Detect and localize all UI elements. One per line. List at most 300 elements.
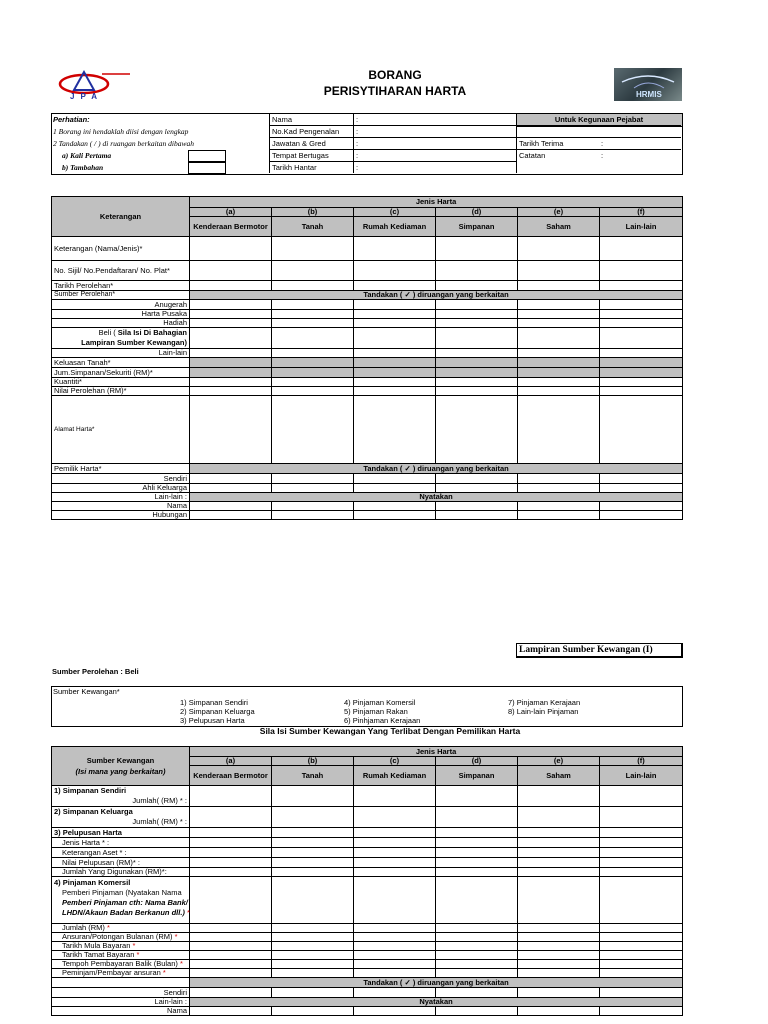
cell[interactable] xyxy=(190,988,272,998)
cell[interactable] xyxy=(190,237,272,261)
cell[interactable] xyxy=(190,396,272,464)
option-item: 8) Lain-lain Pinjaman xyxy=(508,707,579,716)
section-title: 1) Simpanan Sendiri xyxy=(54,786,127,795)
cell[interactable] xyxy=(436,807,518,828)
row-label: Kuantiti* xyxy=(52,378,190,387)
cell[interactable] xyxy=(190,960,272,969)
cell[interactable] xyxy=(190,511,272,520)
jumlah-label: Jumlah( (RM) * : xyxy=(132,817,187,826)
cell[interactable] xyxy=(354,828,436,838)
cell[interactable] xyxy=(272,877,354,924)
col-letter: (e) xyxy=(518,208,600,217)
cell[interactable] xyxy=(190,300,272,310)
row-label: Nama xyxy=(52,1007,190,1016)
cell[interactable] xyxy=(518,349,600,358)
row-label xyxy=(52,877,190,924)
cell[interactable] xyxy=(272,261,354,281)
option-item: 6) Pinhjaman Kerajaan xyxy=(344,716,421,725)
cell[interactable] xyxy=(190,349,272,358)
cell[interactable] xyxy=(354,858,436,868)
office-tarikh-terima: Tarikh Terima xyxy=(519,139,564,148)
cell[interactable] xyxy=(518,933,600,942)
cell[interactable] xyxy=(600,858,683,868)
hrmis-logo xyxy=(614,68,682,101)
cell[interactable] xyxy=(600,848,683,858)
required-star: * xyxy=(136,950,140,959)
form-title-line2: PERISYTIHARAN HARTA xyxy=(323,84,467,98)
cell[interactable] xyxy=(436,281,518,291)
col-simpanan: Simpanan xyxy=(436,766,518,786)
cell[interactable] xyxy=(518,502,600,511)
cell[interactable] xyxy=(272,319,354,328)
option-item: 4) Pinjaman Komersil xyxy=(344,698,416,707)
cell[interactable] xyxy=(518,378,600,387)
cell[interactable] xyxy=(436,328,518,349)
cell[interactable] xyxy=(600,328,683,349)
option-item: 2) Simpanan Keluarga xyxy=(180,707,255,716)
cell[interactable] xyxy=(518,858,600,868)
cell[interactable] xyxy=(518,848,600,858)
cell[interactable] xyxy=(436,1007,518,1016)
col-rumah: Rumah Kediaman xyxy=(354,766,436,786)
cell[interactable] xyxy=(354,319,436,328)
cell[interactable] xyxy=(354,960,436,969)
cell[interactable] xyxy=(600,868,683,877)
cell[interactable] xyxy=(272,858,354,868)
cell[interactable] xyxy=(272,951,354,960)
jenis-harta-header: Jenis Harta xyxy=(190,197,683,208)
cell[interactable] xyxy=(436,511,518,520)
cell[interactable] xyxy=(190,877,272,924)
tandakan-banner: Tandakan ( ✓ ) diruangan yang berkaitan xyxy=(190,978,683,988)
cell[interactable] xyxy=(436,942,518,951)
cell xyxy=(272,368,354,378)
cell[interactable] xyxy=(600,378,683,387)
sumber-beli-label: Sumber Perolehan : Beli xyxy=(52,667,139,676)
cell[interactable] xyxy=(518,786,600,807)
cell[interactable] xyxy=(354,396,436,464)
cell[interactable] xyxy=(600,261,683,281)
cell[interactable] xyxy=(518,261,600,281)
row-label xyxy=(52,978,190,988)
cell[interactable] xyxy=(518,310,600,319)
cell[interactable] xyxy=(272,960,354,969)
nyatakan-banner: Nyatakan xyxy=(190,493,683,502)
cell[interactable] xyxy=(190,786,272,807)
cell[interactable] xyxy=(518,807,600,828)
field-colon: : xyxy=(356,163,359,172)
cell[interactable] xyxy=(272,838,354,848)
required-star: * xyxy=(132,941,136,950)
cell[interactable] xyxy=(436,951,518,960)
row-label: Sumber Perolehan* xyxy=(52,291,190,300)
field-colon: : xyxy=(601,151,604,160)
cell[interactable] xyxy=(436,924,518,933)
cell[interactable] xyxy=(354,868,436,877)
cell[interactable] xyxy=(436,310,518,319)
col-letter: (c) xyxy=(354,757,436,766)
cell[interactable] xyxy=(436,474,518,484)
cell[interactable] xyxy=(272,484,354,493)
sumber-header-title: Sumber Kewangan xyxy=(86,756,155,765)
cell[interactable] xyxy=(272,969,354,978)
field-colon: : xyxy=(601,139,604,148)
cell[interactable] xyxy=(190,858,272,868)
option-item: 1) Simpanan Sendiri xyxy=(180,698,248,707)
col-letter: (c) xyxy=(354,208,436,217)
field-nama-label: Nama xyxy=(272,115,293,124)
office-use-title: Untuk Kegunaan Pejabat xyxy=(554,115,644,124)
pemberi-text: LHDN/Akaun Badan Berkanun dll.) xyxy=(62,908,185,917)
cell xyxy=(518,358,600,368)
cell[interactable] xyxy=(272,378,354,387)
cell[interactable] xyxy=(600,969,683,978)
row-label: Alamat Harta* xyxy=(52,396,190,464)
cell[interactable] xyxy=(518,838,600,848)
note-2: 2 Tandakan ( / ) di ruangan berkaitan dibawah xyxy=(53,139,194,148)
beli-text: Beli ( xyxy=(98,328,116,337)
cell[interactable] xyxy=(190,328,272,349)
cell[interactable] xyxy=(518,387,600,396)
cell[interactable] xyxy=(190,942,272,951)
col-letter: (a) xyxy=(190,757,272,766)
cell[interactable] xyxy=(272,988,354,998)
cell[interactable] xyxy=(190,807,272,828)
cell[interactable] xyxy=(272,310,354,319)
cell[interactable] xyxy=(436,261,518,281)
cell[interactable] xyxy=(436,877,518,924)
required-star: * xyxy=(174,932,178,941)
col-tanah: Tanah xyxy=(272,766,354,786)
option-item: 5) Pinjaman Rakan xyxy=(344,707,408,716)
cell[interactable] xyxy=(272,474,354,484)
cell[interactable] xyxy=(436,828,518,838)
row-label: Keterangan Aset * : xyxy=(52,848,190,858)
cell[interactable] xyxy=(272,828,354,838)
option-item: 3) Pelupusan Harta xyxy=(180,716,245,725)
row-label: Nama xyxy=(52,502,190,511)
jpa-logo xyxy=(52,68,132,102)
cell[interactable] xyxy=(190,924,272,933)
cell[interactable] xyxy=(600,502,683,511)
cell[interactable] xyxy=(518,988,600,998)
cell[interactable] xyxy=(190,969,272,978)
cell[interactable] xyxy=(600,951,683,960)
cell[interactable] xyxy=(354,848,436,858)
cell[interactable] xyxy=(354,951,436,960)
cell[interactable] xyxy=(272,868,354,877)
row-label: Harta Pusaka xyxy=(52,310,190,319)
cell[interactable] xyxy=(354,237,436,261)
office-catatan: Catatan xyxy=(519,151,546,160)
cell[interactable] xyxy=(354,474,436,484)
col-letter: (d) xyxy=(436,208,518,217)
cell[interactable] xyxy=(272,786,354,807)
label-text: Peminjam/Pembayar ansuran xyxy=(62,968,161,977)
cell[interactable] xyxy=(354,969,436,978)
cell[interactable] xyxy=(518,951,600,960)
cell[interactable] xyxy=(600,924,683,933)
cell[interactable] xyxy=(354,924,436,933)
cell[interactable] xyxy=(190,310,272,319)
cell[interactable] xyxy=(518,328,600,349)
sumber-header-sub: (Isi mana yang berkaitan) xyxy=(75,767,166,776)
row-label: Keluasan Tanah* xyxy=(52,358,190,368)
hrmis-logo-text: HRMIS xyxy=(636,90,662,99)
cell[interactable] xyxy=(272,1007,354,1016)
cell[interactable] xyxy=(190,828,272,838)
cell[interactable] xyxy=(436,237,518,261)
cell[interactable] xyxy=(190,1007,272,1016)
cell[interactable] xyxy=(600,319,683,328)
cell[interactable] xyxy=(354,988,436,998)
cell[interactable] xyxy=(436,858,518,868)
cell[interactable] xyxy=(600,1007,683,1016)
cell[interactable] xyxy=(600,387,683,396)
col-letter: (e) xyxy=(518,757,600,766)
cell[interactable] xyxy=(436,988,518,998)
sila-isi-heading: Sila Isi Sumber Kewangan Yang Terlibat Dengan Pemilikan Harta xyxy=(259,726,521,736)
col-lain: Lain-lain xyxy=(600,217,683,237)
cell[interactable] xyxy=(190,387,272,396)
row-label: Lain-lain : xyxy=(52,998,190,1007)
cell[interactable] xyxy=(518,942,600,951)
cell[interactable] xyxy=(600,807,683,828)
cell[interactable] xyxy=(518,828,600,838)
cell[interactable] xyxy=(518,300,600,310)
row-label: Hadiah xyxy=(52,319,190,328)
jenis-harta-header: Jenis Harta xyxy=(190,747,683,757)
cell[interactable] xyxy=(600,933,683,942)
row-label: Jum.Simpanan/Sekuriti (RM)* xyxy=(52,368,190,378)
beli-note-2: Lampiran Sumber Kewangan) xyxy=(81,338,187,347)
cell[interactable] xyxy=(436,396,518,464)
cell[interactable] xyxy=(600,474,683,484)
col-lain: Lain-lain xyxy=(600,766,683,786)
cell[interactable] xyxy=(436,300,518,310)
cell[interactable] xyxy=(518,969,600,978)
cell[interactable] xyxy=(436,838,518,848)
cell[interactable] xyxy=(354,378,436,387)
beli-note: Sila Isi Di Bahagian xyxy=(117,328,187,337)
row-label xyxy=(52,828,190,838)
field-tarikh-label: Tarikh Hantar xyxy=(272,163,317,172)
cell[interactable] xyxy=(600,300,683,310)
label-text: Jumlah (RM) xyxy=(62,923,105,932)
perhatian-label: Perhatian: xyxy=(53,115,90,124)
cell[interactable] xyxy=(190,838,272,848)
field-tempat-label: Tempat Bertugas xyxy=(272,151,329,160)
cell[interactable] xyxy=(190,261,272,281)
jumlah-label: Jumlah( (RM) * : xyxy=(132,796,187,805)
cell[interactable] xyxy=(354,933,436,942)
cell[interactable] xyxy=(354,328,436,349)
cell[interactable] xyxy=(272,349,354,358)
cell[interactable] xyxy=(518,1007,600,1016)
cell[interactable] xyxy=(354,300,436,310)
cell[interactable] xyxy=(272,281,354,291)
cell[interactable] xyxy=(354,511,436,520)
cell[interactable] xyxy=(436,848,518,858)
col-letter: (b) xyxy=(272,208,354,217)
cell[interactable] xyxy=(190,933,272,942)
cell[interactable] xyxy=(518,474,600,484)
col-letter: (b) xyxy=(272,757,354,766)
cell[interactable] xyxy=(272,396,354,464)
cell[interactable] xyxy=(436,786,518,807)
cell[interactable] xyxy=(600,511,683,520)
row-label: Lain-lain xyxy=(52,349,190,358)
cell[interactable] xyxy=(436,933,518,942)
field-colon: : xyxy=(356,127,359,136)
cell[interactable] xyxy=(518,237,600,261)
cell[interactable] xyxy=(272,502,354,511)
cell[interactable] xyxy=(190,281,272,291)
section-title: 2) Simpanan Keluarga xyxy=(54,807,133,816)
section-title: 3) Pelupusan Harta xyxy=(54,827,122,837)
cell[interactable] xyxy=(190,484,272,493)
cell[interactable] xyxy=(600,237,683,261)
row-label: No. Sijil/ No.Pendaftaran/ No. Plat* xyxy=(52,261,190,281)
cell[interactable] xyxy=(436,319,518,328)
required-star: * xyxy=(162,968,166,977)
cell xyxy=(436,368,518,378)
label-text: Tempoh Pembayaran Balik (Bulan) xyxy=(62,959,178,968)
cell[interactable] xyxy=(272,511,354,520)
cell[interactable] xyxy=(436,502,518,511)
cell[interactable] xyxy=(600,838,683,848)
row-label-beli xyxy=(52,328,190,349)
cell[interactable] xyxy=(354,786,436,807)
cell[interactable] xyxy=(272,387,354,396)
col-tanah: Tanah xyxy=(272,217,354,237)
cell[interactable] xyxy=(190,951,272,960)
jpa-logo-text: JPA xyxy=(70,92,103,101)
field-colon: : xyxy=(356,115,359,124)
cell[interactable] xyxy=(354,387,436,396)
cell[interactable] xyxy=(190,868,272,877)
cell[interactable] xyxy=(600,281,683,291)
cell[interactable] xyxy=(600,349,683,358)
cell[interactable] xyxy=(436,868,518,877)
cell[interactable] xyxy=(518,511,600,520)
cell[interactable] xyxy=(600,988,683,998)
cell xyxy=(190,368,272,378)
row-label: Sendiri xyxy=(52,988,190,998)
cell[interactable] xyxy=(518,924,600,933)
row-label: Anugerah xyxy=(52,300,190,310)
cell[interactable] xyxy=(354,261,436,281)
cell[interactable] xyxy=(354,349,436,358)
cell[interactable] xyxy=(518,484,600,493)
cell[interactable] xyxy=(272,807,354,828)
cell[interactable] xyxy=(518,877,600,924)
option-additional: b) Tambahan xyxy=(62,163,104,172)
cell[interactable] xyxy=(518,281,600,291)
cell[interactable] xyxy=(600,484,683,493)
cell[interactable] xyxy=(272,300,354,310)
note-1: 1 Borang ini hendaklah diisi dengan lengkap xyxy=(53,127,189,136)
cell xyxy=(600,358,683,368)
label-text: Tarikh Tamat Bayaran xyxy=(62,950,135,959)
cell[interactable] xyxy=(436,960,518,969)
cell[interactable] xyxy=(518,960,600,969)
option-first-time: a) Kali Pertama xyxy=(62,151,112,160)
cell[interactable] xyxy=(272,924,354,933)
cell[interactable] xyxy=(354,310,436,319)
row-label: Sendiri xyxy=(52,474,190,484)
cell[interactable] xyxy=(518,319,600,328)
cell[interactable] xyxy=(190,848,272,858)
col-rumah: Rumah Kediaman xyxy=(354,217,436,237)
cell[interactable] xyxy=(354,838,436,848)
col-saham: Saham xyxy=(518,217,600,237)
cell[interactable] xyxy=(600,310,683,319)
cell[interactable] xyxy=(272,237,354,261)
cell[interactable] xyxy=(272,942,354,951)
cell[interactable] xyxy=(272,848,354,858)
section-title: 4) Pinjaman Komersil xyxy=(54,878,131,887)
required-star: * xyxy=(180,959,183,968)
cell[interactable] xyxy=(190,319,272,328)
required-star: * xyxy=(187,908,190,917)
col-letter: (a) xyxy=(190,208,272,217)
cell[interactable] xyxy=(436,378,518,387)
cell[interactable] xyxy=(354,877,436,924)
cell xyxy=(436,358,518,368)
cell[interactable] xyxy=(600,396,683,464)
cell[interactable] xyxy=(272,328,354,349)
cell[interactable] xyxy=(600,942,683,951)
cell[interactable] xyxy=(436,969,518,978)
cell[interactable] xyxy=(600,877,683,924)
row-label: Jumlah Yang Digunakan (RM)*: xyxy=(52,868,190,877)
cell xyxy=(354,368,436,378)
cell[interactable] xyxy=(518,396,600,464)
row-label: Pemilik Harta* xyxy=(52,464,190,474)
cell[interactable] xyxy=(190,474,272,484)
cell[interactable] xyxy=(354,502,436,511)
cell[interactable] xyxy=(354,281,436,291)
row-label xyxy=(52,969,190,978)
cell[interactable] xyxy=(354,807,436,828)
cell[interactable] xyxy=(190,502,272,511)
cell[interactable] xyxy=(436,349,518,358)
asset-table xyxy=(51,196,683,520)
cell[interactable] xyxy=(190,378,272,387)
cell[interactable] xyxy=(272,933,354,942)
lampiran-title: Lampiran Sumber Kewangan (I) xyxy=(516,643,683,658)
col-letter: (f) xyxy=(600,757,683,766)
row-label: Tarikh Perolehan* xyxy=(52,281,190,291)
cell[interactable] xyxy=(600,786,683,807)
cell[interactable] xyxy=(600,828,683,838)
label-text: Ansuran/Potongan Bulanan (RM) xyxy=(62,932,173,941)
checkbox-additional[interactable] xyxy=(188,162,226,174)
col-kenderaan: Kenderaan Bermotor xyxy=(190,217,272,237)
financing-table xyxy=(51,746,683,1016)
keterangan-header: Keterangan xyxy=(52,197,190,237)
option-item: 7) Pinjaman Kerajaan xyxy=(508,698,581,707)
cell[interactable] xyxy=(436,387,518,396)
row-label: Jenis Harta * : xyxy=(52,838,190,848)
cell[interactable] xyxy=(518,868,600,877)
cell[interactable] xyxy=(354,942,436,951)
checkbox-first-time[interactable] xyxy=(188,150,226,162)
cell[interactable] xyxy=(600,960,683,969)
cell[interactable] xyxy=(354,1007,436,1016)
col-letter: (d) xyxy=(436,757,518,766)
